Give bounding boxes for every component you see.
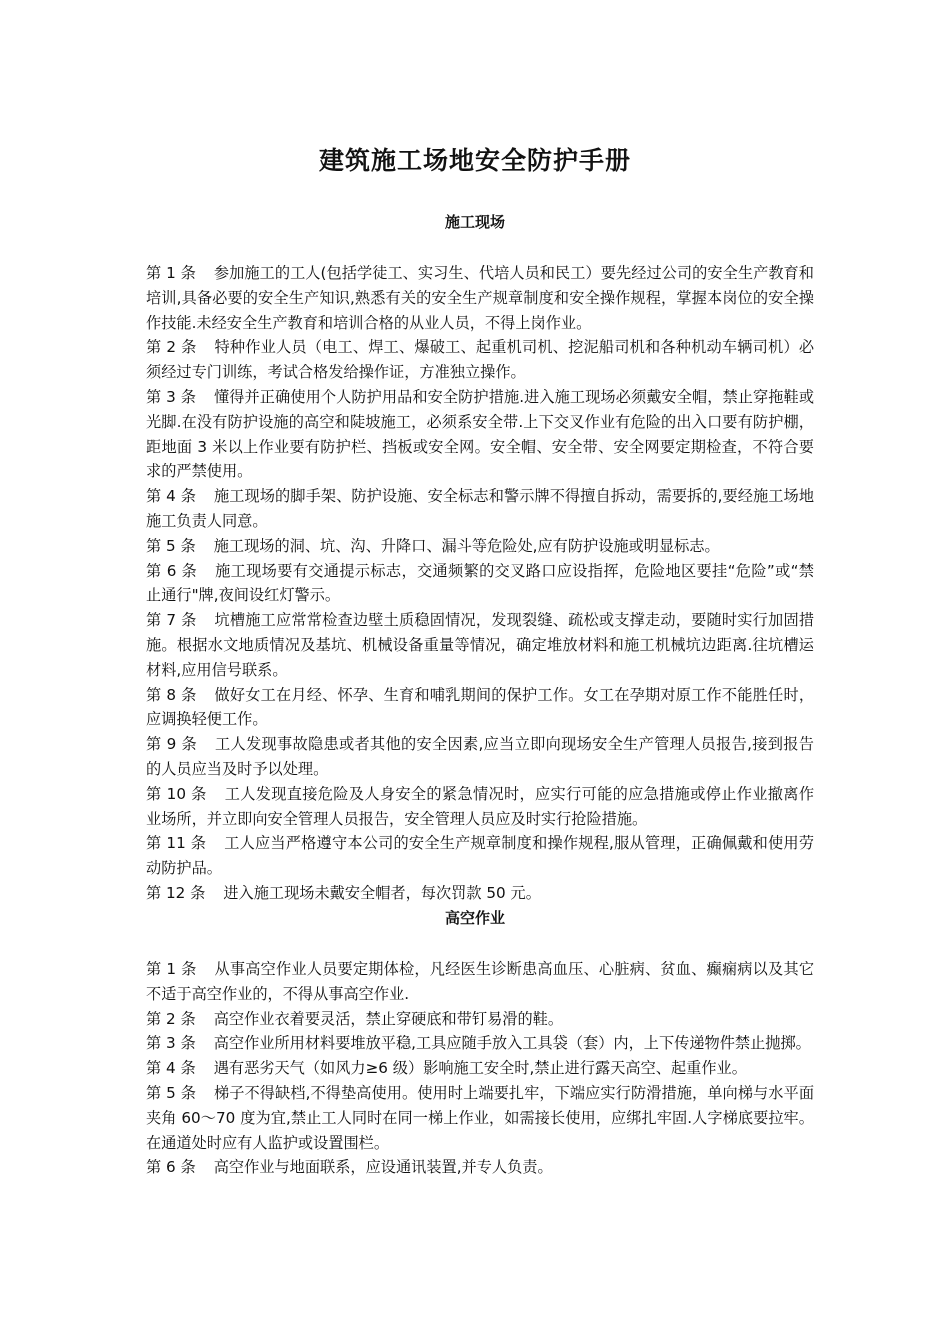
article [146, 1031, 814, 1056]
article [146, 559, 814, 609]
section-articles-construction-site [146, 261, 814, 906]
article-number: 第 4 条 [146, 487, 196, 506]
article [146, 1056, 814, 1081]
article [146, 534, 814, 559]
article [146, 881, 814, 906]
article [146, 261, 814, 335]
article-number: 第 3 条 [146, 387, 196, 406]
article-text: 施工现场要有交通提示标志，交通频繁的交叉路口应设指挥，危险地区要挂“危险”或“禁止通行"牌,夜间设红灯警示。 [146, 561, 814, 605]
section-heading-high-altitude-work: 高空作业 [444, 909, 505, 927]
article [146, 683, 814, 733]
article [146, 608, 814, 682]
article-number: 第 5 条 [146, 1083, 196, 1102]
section-heading-construction-site: 施工现场 [444, 213, 505, 231]
article-text: 施工现场的脚手架、防护设施、安全标志和警示牌不得擅自拆动，需要拆的,要经施工场地施工负责人同意。 [146, 487, 815, 530]
article [146, 484, 814, 534]
article-text: 高空作业衣着要灵活，禁止穿硬底和带钉易滑的鞋。 [213, 1009, 564, 1028]
article-text: 从事高空作业人员要定期体检，凡经医生诊断患高血压、心脏病、贫血、癫痫病以及其它不适于高空作业的，不得从事高空作业. [146, 960, 815, 1003]
article [146, 732, 814, 782]
article-number: 第 6 条 [146, 1158, 196, 1177]
article-text: 做好女工在月经、怀孕、生育和哺乳期间的保护工作。女工在孕期对原工作不能胜任时，应调换轻便工作。 [146, 685, 815, 729]
article-text: 高空作业与地面联系，应设通讯装置,并专人负责。 [213, 1158, 553, 1177]
article [146, 1081, 814, 1155]
article-number: 第 2 条 [146, 338, 197, 357]
article-text: 施工现场的洞、坑、沟、升降口、漏斗等危险处,应有防护设施或明显标志。 [213, 536, 720, 555]
article-number: 第 12 条 [146, 883, 206, 902]
article [146, 782, 814, 832]
article-text: 特种作业人员（电工、焊工、爆破工、起重机司机、挖泥船司机和各种机动车辆司机）必须经过专门训练，考试合格发给操作证，方准独立操作。 [146, 338, 815, 382]
article-number: 第 1 条 [146, 264, 196, 282]
article-number: 第 11 条 [146, 834, 207, 853]
article-text: 高空作业所用材料要堆放平稳,工具应随手放入工具袋（套）内，上下传递物件禁止抛掷。 [213, 1034, 811, 1053]
article [146, 385, 814, 484]
article-text: 懂得并正确使用个人防护用品和安全防护措施.进入施工现场必须戴安全帽，禁止穿拖鞋或光脚.在没有防护设施的高空和陡坡施工，必须系安全带.上下交叉作业有危险的出入口要有防护棚，距地面 3 米以上作业要有防护栏、挡板或安全网。安全帽、安全带、安全网要定期检查，不符合要求的严禁使用。 [146, 387, 815, 481]
article-number: 第 3 条 [146, 1034, 196, 1053]
article-number: 第 9 条 [146, 735, 197, 754]
section-articles-high-altitude-work [146, 957, 814, 1180]
article-number: 第 5 条 [146, 536, 196, 555]
article-text: 工人应当严格遵守本公司的安全生产规章制度和操作规程,服从管理，正确佩戴和使用劳动防护品。 [146, 834, 815, 878]
article-number: 第 1 条 [146, 960, 197, 978]
article-text: 进入施工现场未戴安全帽者，每次罚款 50 元。 [223, 883, 541, 902]
article-text: 遇有恶劣天气（如风力≥6 级）影响施工安全时,禁止进行露天高空、起重作业。 [213, 1059, 747, 1078]
article [146, 335, 814, 385]
article-text: 工人发现事故隐患或者其他的安全因素,应当立即向现场安全生产管理人员报告,接到报告的人员应当及时予以处理。 [146, 735, 814, 778]
article-text: 参加施工的工人(包括学徒工、实习生、代培人员和民工）要先经过公司的安全生产教育和培训,具备必要的安全生产知识,熟悉有关的安全生产规章制度和安全操作规程，掌握本岗位的安全操作技能.未经安全生产教育和培训合格的从业人员，不得上岗作业。 [146, 264, 814, 332]
article-number: 第 6 条 [146, 561, 198, 580]
article-number: 第 2 条 [146, 1009, 196, 1028]
article-text: 工人发现直接危险及人身安全的紧急情况时，应实行可能的应急措施或停止作业撤离作业场所，并立即向安全管理人员报告，安全管理人员应及时实行抢险措施。 [146, 784, 815, 828]
article-number: 第 7 条 [146, 611, 197, 630]
article [146, 1155, 814, 1180]
article-number: 第 4 条 [146, 1059, 196, 1078]
article [146, 1007, 814, 1032]
document-title: 建筑施工场地安全防护手册 [318, 146, 631, 175]
article [146, 957, 814, 1007]
article-number: 第 8 条 [146, 685, 197, 704]
article-number: 第 10 条 [146, 784, 207, 803]
article-text: 坑槽施工应常常检查边壁土质稳固情况，发现裂缝、疏松或支撑走动，要随时实行加固措施。根据水文地质情况及基坑、机械设备重量等情况，确定堆放材料和施工机械坑边距离.往坑槽运材料,应用信号联系。 [146, 611, 815, 679]
article-text: 梯子不得缺档,不得垫高使用。使用时上端要扎牢，下端应实行防滑措施，单向梯与水平面夹角 60～70 度为宜,禁止工人同时在同一梯上作业，如需接长使用，应绑扎牢固.人字梯底要拉牢。在通道处时应有人监护或设置围栏。 [146, 1083, 815, 1152]
article [146, 831, 814, 881]
